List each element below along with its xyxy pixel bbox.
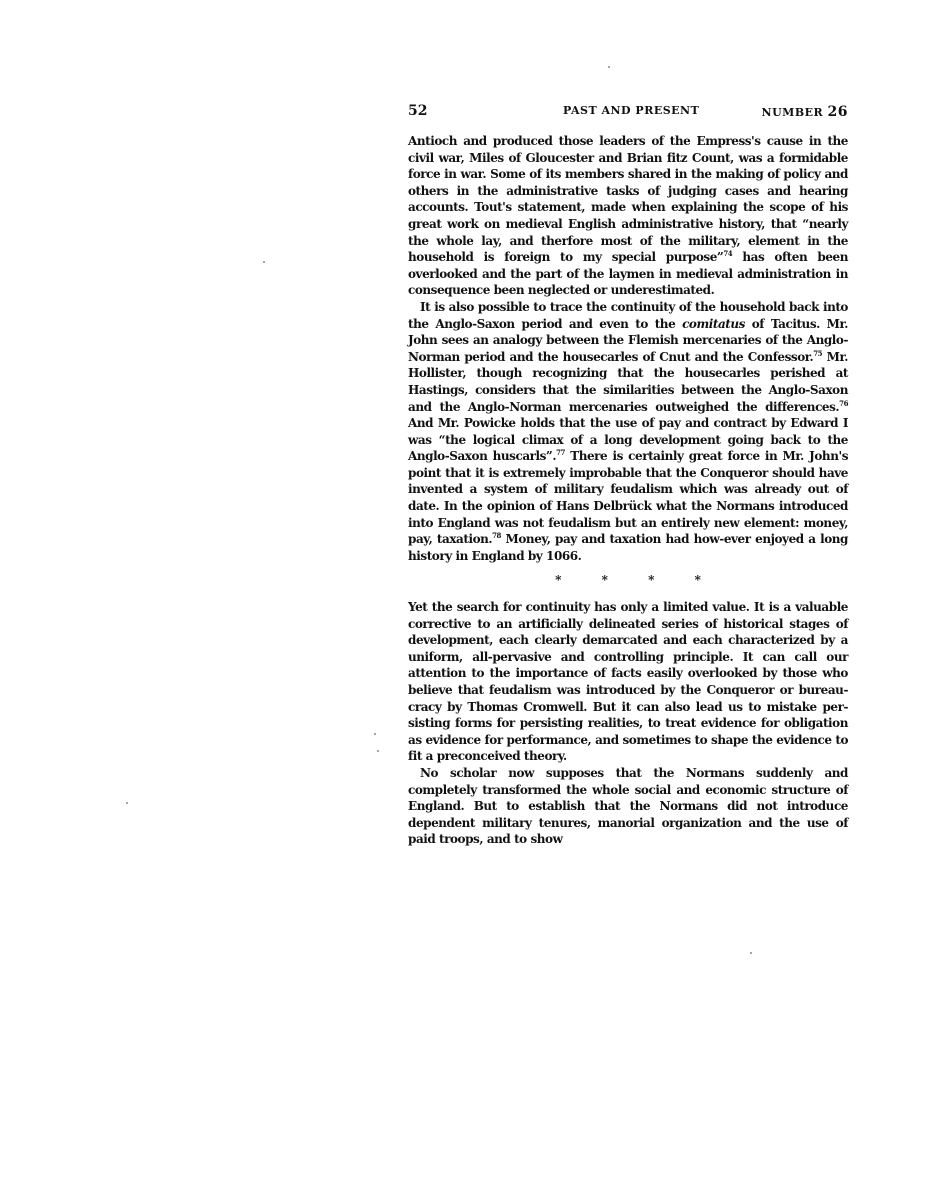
footnote-ref: 74 bbox=[723, 249, 733, 259]
italic-term: comitatus bbox=[682, 316, 745, 331]
paragraph bbox=[408, 599, 848, 765]
text-run: And Mr. Powicke holds that the use of pay and contract by Edward I was “the logical climax of a long development going back to the Anglo-Saxon huscarls”. bbox=[408, 416, 848, 464]
paragraph bbox=[408, 299, 848, 565]
section-break bbox=[408, 572, 848, 589]
running-head bbox=[408, 103, 848, 121]
paragraph bbox=[408, 133, 848, 299]
body-text bbox=[408, 133, 848, 848]
footnote-ref: 75 bbox=[813, 348, 823, 358]
journal-title: PAST AND PRESENT bbox=[563, 104, 700, 117]
footnote-ref: 77 bbox=[556, 448, 565, 458]
section-break-star: * bbox=[694, 573, 701, 588]
footnote-ref: 78 bbox=[492, 531, 501, 541]
text-run: of Tacitus. Mr. John sees an analogy between the Flemish mercenaries of the Anglo-Norman period and the housecarles of Cnut and the Confessor. bbox=[408, 316, 848, 364]
section-break-star: * bbox=[555, 573, 562, 588]
scan-speck bbox=[750, 952, 752, 954]
text-run: Mr. Hollister, though recognizing that the housecarles perished at Hastings, considers that the similarities between the Anglo-Saxon and the Anglo-Norman mercenaries outweighed the differences. bbox=[408, 349, 848, 414]
issue-label: NUMBER bbox=[761, 106, 824, 119]
text-run: It is also possible to trace the continuity of the household back into the Anglo-Saxon period and even to the bbox=[408, 299, 848, 331]
page-number: 52 bbox=[408, 103, 428, 119]
text-run: Yet the search for continuity has only a limited value. It is a valuable corrective to an artificially delineated series of historical stages of development, each clearly demarcated and each characterized by a uniform, all-pervasive and controlling principle. It can call our attention to the importance of facts easily overlooked by those who believe that feudalism was introduced by the Conqueror or bureau-cracy by Thomas Cromwell. But it can also lead us to mistake per-sisting forms for persisting realities, to treat evidence for obligation as evidence for performance, and sometimes to shape the evidence to fit a preconceived theory. bbox=[408, 600, 848, 764]
section-break-star: * bbox=[601, 573, 608, 588]
section-break-star: * bbox=[648, 573, 655, 588]
scan-speck bbox=[377, 750, 379, 752]
scan-speck bbox=[608, 66, 610, 68]
text-run: has often been overlooked and the part of the laymen in medieval administration in consequence been neglected or underestimated. bbox=[408, 250, 848, 298]
text-run: No scholar now supposes that the Normans suddenly and completely transformed the whole social and economic structure of England. But to establish that the Normans did not introduce dependent military tenures, manorial organization and the use of paid troops, and to show bbox=[408, 765, 848, 847]
text-run: Money, pay and taxation had how-ever enjoyed a long history in England by 1066. bbox=[408, 532, 849, 563]
scan-speck bbox=[374, 733, 376, 735]
issue-number-label bbox=[762, 104, 848, 120]
text-run: There is certainly great force in Mr. John's point that it is extremely improbable that the Conqueror should have invented a system of military feudalism which was already out of date. In the opinion of Hans Delbrück what the Normans introduced into England was not feudalism but an entirely new element: money, pay, taxation. bbox=[408, 449, 848, 547]
footnote-ref: 76 bbox=[839, 398, 848, 408]
text-run: Antioch and produced those leaders of the Empress's cause in the civil war, Miles of Gloucester and Brian fitz Count, was a formidable force in war. Some of its members shared in the making of policy and others in the administrative tasks of judging cases and hearing accounts. Tout's statement, made when explaining the scope of his great work on medieval English administrative history, that “nearly the whole lay, and therfore most of the military, element in the household is foreign to my special purpose” bbox=[408, 134, 848, 265]
scan-speck bbox=[126, 802, 128, 804]
issue-number: 26 bbox=[827, 104, 848, 120]
paragraph bbox=[408, 765, 848, 848]
scan-speck bbox=[263, 261, 265, 263]
